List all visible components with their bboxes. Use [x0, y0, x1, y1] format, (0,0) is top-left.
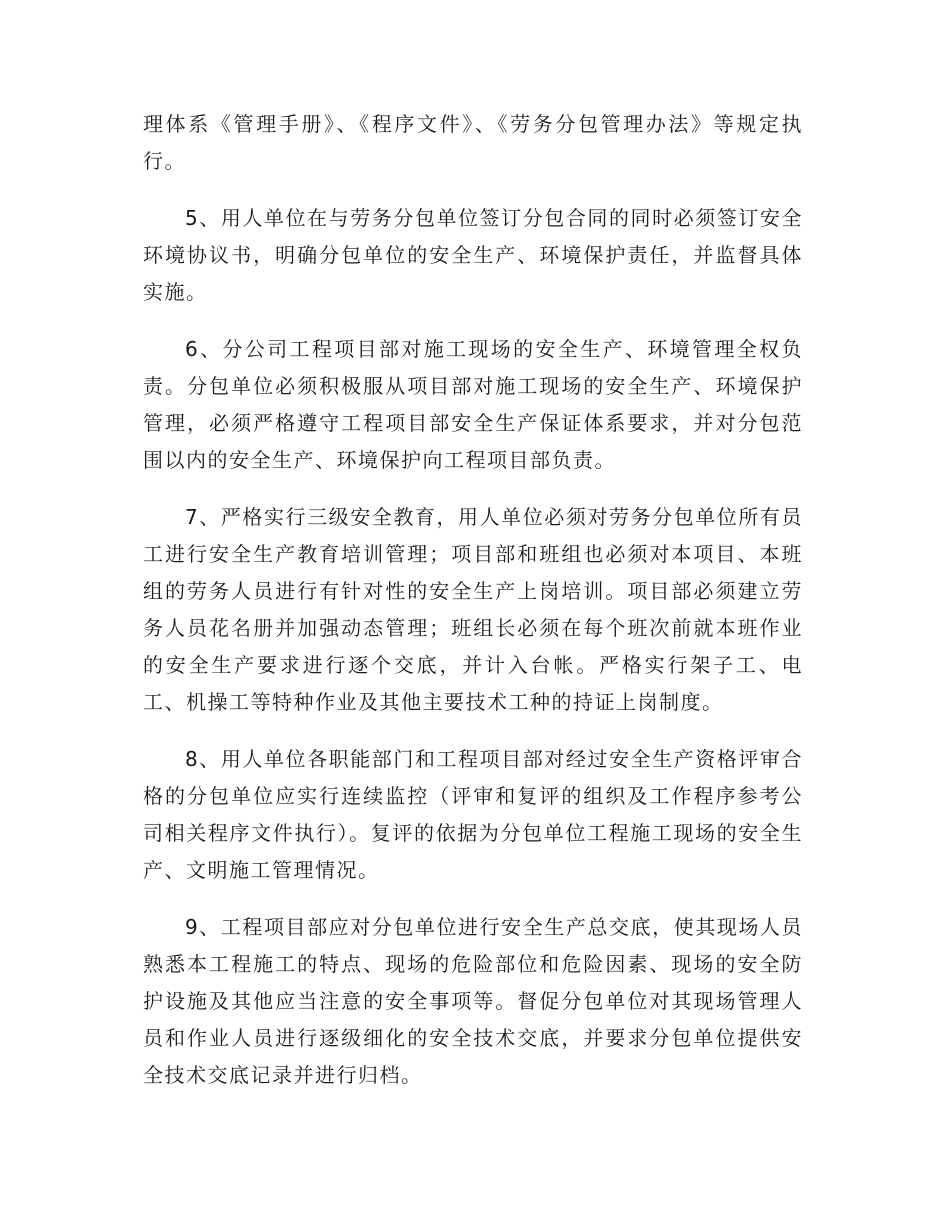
paragraph-item-5: 5、用人单位在与劳务分包单位签订分包合同的同时必须签订安全环境协议书，明确分包单位的安全生产、环境保护责任，并监督具体实施。: [143, 206, 803, 304]
paragraph-item-9: 9、工程项目部应对分包单位进行安全生产总交底，使其现场人员熟悉本工程施工的特点、现场的危险部位和危险因素、现场的安全防护设施及其他应当注意的安全事项等。督促分包单位对其现场管理人员和作业人员进行逐级细化的安全技术交底，并要求分包单位提供安全技术交底记录并进行归档。: [143, 915, 803, 1087]
paragraph-continuation: 理体系《管理手册》、《程序文件》、《劳务分包管理办法》等规定执行。: [143, 112, 803, 173]
paragraph-item-8: 8、用人单位各职能部门和工程项目部对经过安全生产资格评审合格的分包单位应实行连续监控（评审和复评的组织及工作程序参考公司相关程序文件执行）。复评的依据为分包单位工程施工现场的安全生产、文明施工管理情况。: [143, 747, 803, 882]
document-body: [143, 106, 803, 1114]
paragraph-item-6: 6、分公司工程项目部对施工现场的安全生产、环境管理全权负责。分包单位必须积极服从项目部对施工现场的安全生产、环境保护管理，必须严格遵守工程项目部安全生产保证体系要求，并对分包范围以内的安全生产、环境保护向工程项目部负责。: [143, 337, 803, 472]
paragraph-item-7: 7、严格实行三级安全教育，用人单位必须对劳务分包单位所有员工进行安全生产教育培训管理；项目部和班组也必须对本项目、本班组的劳务人员进行有针对性的安全生产上岗培训。项目部必须建立劳务人员花名册并加强动态管理；班组长必须在每个班次前就本班作业的安全生产要求进行逐个交底，并计入台帐。严格实行架子工、电工、机操工等特种作业及其他主要技术工种的持证上岗制度。: [143, 505, 803, 714]
